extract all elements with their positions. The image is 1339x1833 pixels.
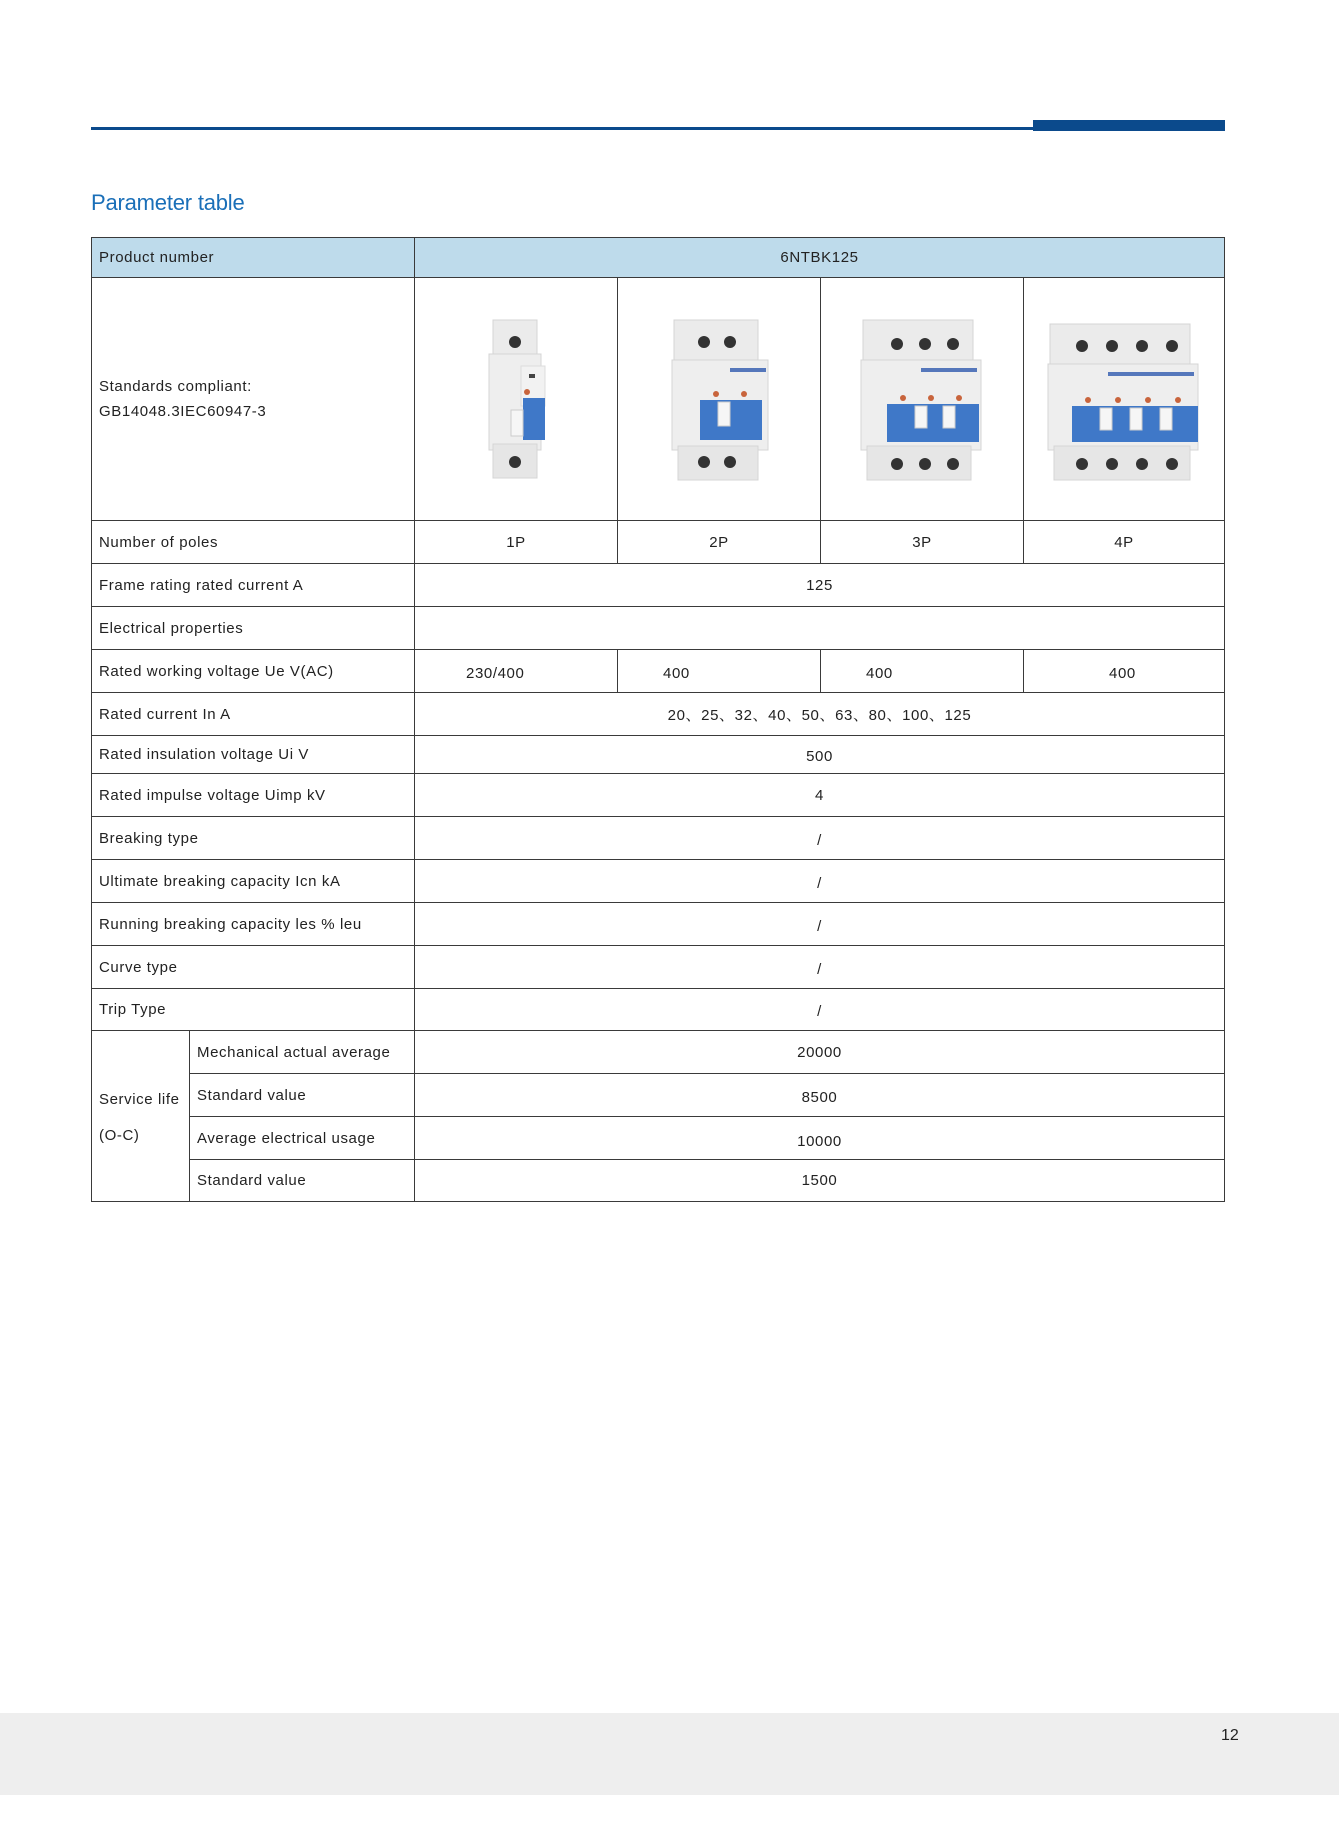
breaker-3p-icon xyxy=(857,314,987,484)
electrical-properties-value xyxy=(414,606,1225,650)
ultimate-breaking-capacity-value: / xyxy=(414,859,1225,903)
running-breaking-capacity-label: Running breaking capacity les % leu xyxy=(91,902,415,946)
frame-rating-value: 125 xyxy=(414,563,1225,607)
service-life-row-label: Mechanical actual average xyxy=(189,1030,415,1074)
frame-rating-label: Frame rating rated current A xyxy=(91,563,415,607)
trip-type-label: Trip Type xyxy=(91,988,415,1031)
breaker-4p-icon xyxy=(1044,314,1204,484)
product-image-3p xyxy=(820,277,1024,521)
service-life-row-label: Standard value xyxy=(189,1159,415,1202)
service-life-row-value: 8500 xyxy=(414,1073,1225,1117)
running-breaking-capacity-value: / xyxy=(414,902,1225,946)
poles-2p: 2P xyxy=(617,520,821,564)
service-life-row-value: 20000 xyxy=(414,1030,1225,1074)
poles-4p: 4P xyxy=(1023,520,1225,564)
rated-working-voltage-label: Rated working voltage Ue V(AC) xyxy=(91,649,415,693)
service-life-label-cell xyxy=(91,1030,190,1202)
ultimate-breaking-capacity-label: Ultimate breaking capacity Icn kA xyxy=(91,859,415,903)
service-life-label: Service life xyxy=(99,1091,180,1108)
electrical-properties-label: Electrical properties xyxy=(91,606,415,650)
product-image-1p xyxy=(414,277,618,521)
rated-working-voltage-2p: 400 xyxy=(617,649,821,693)
rated-impulse-voltage-label: Rated impulse voltage Uimp kV xyxy=(91,773,415,817)
poles-1p: 1P xyxy=(414,520,618,564)
curve-type-label: Curve type xyxy=(91,945,415,989)
header-rule-accent xyxy=(1033,120,1225,131)
parameter-table xyxy=(91,237,1225,1202)
trip-type-value: / xyxy=(414,988,1225,1031)
rated-current-label: Rated current In A xyxy=(91,692,415,736)
service-life-oc-label: (O-C) xyxy=(99,1127,140,1144)
service-life-row-value: 1500 xyxy=(414,1159,1225,1202)
poles-3p: 3P xyxy=(820,520,1024,564)
rated-working-voltage-1p: 230/400 xyxy=(414,649,618,693)
service-life-row-label: Standard value xyxy=(189,1073,415,1117)
product-number-label: Product number xyxy=(91,237,415,278)
breaking-type-label: Breaking type xyxy=(91,816,415,860)
rated-impulse-voltage-value: 4 xyxy=(414,773,1225,817)
standards-cell xyxy=(91,277,415,521)
breaking-type-value: / xyxy=(414,816,1225,860)
standards-label: Standards compliant: xyxy=(99,378,252,395)
rated-current-value: 20、25、32、40、50、63、80、100、125 xyxy=(414,692,1225,736)
page-title: Parameter table xyxy=(91,190,245,215)
page-number: 12 xyxy=(1221,1727,1239,1744)
poles-label: Number of poles xyxy=(91,520,415,564)
service-life-row-value: 10000 xyxy=(414,1116,1225,1160)
page-footer xyxy=(0,1713,1339,1795)
curve-type-value: / xyxy=(414,945,1225,989)
standards-value: GB14048.3IEC60947-3 xyxy=(99,403,267,420)
rated-working-voltage-4p: 400 xyxy=(1023,649,1225,693)
service-life-row-label: Average electrical usage xyxy=(189,1116,415,1160)
product-image-4p xyxy=(1023,277,1225,521)
rated-working-voltage-3p: 400 xyxy=(820,649,1024,693)
rated-insulation-voltage-label: Rated insulation voltage Ui V xyxy=(91,735,415,774)
breaker-2p-icon xyxy=(664,314,774,484)
product-number-value: 6NTBK125 xyxy=(414,237,1225,278)
breaker-1p-icon xyxy=(471,314,561,484)
product-image-2p xyxy=(617,277,821,521)
rated-insulation-voltage-value: 500 xyxy=(414,735,1225,774)
